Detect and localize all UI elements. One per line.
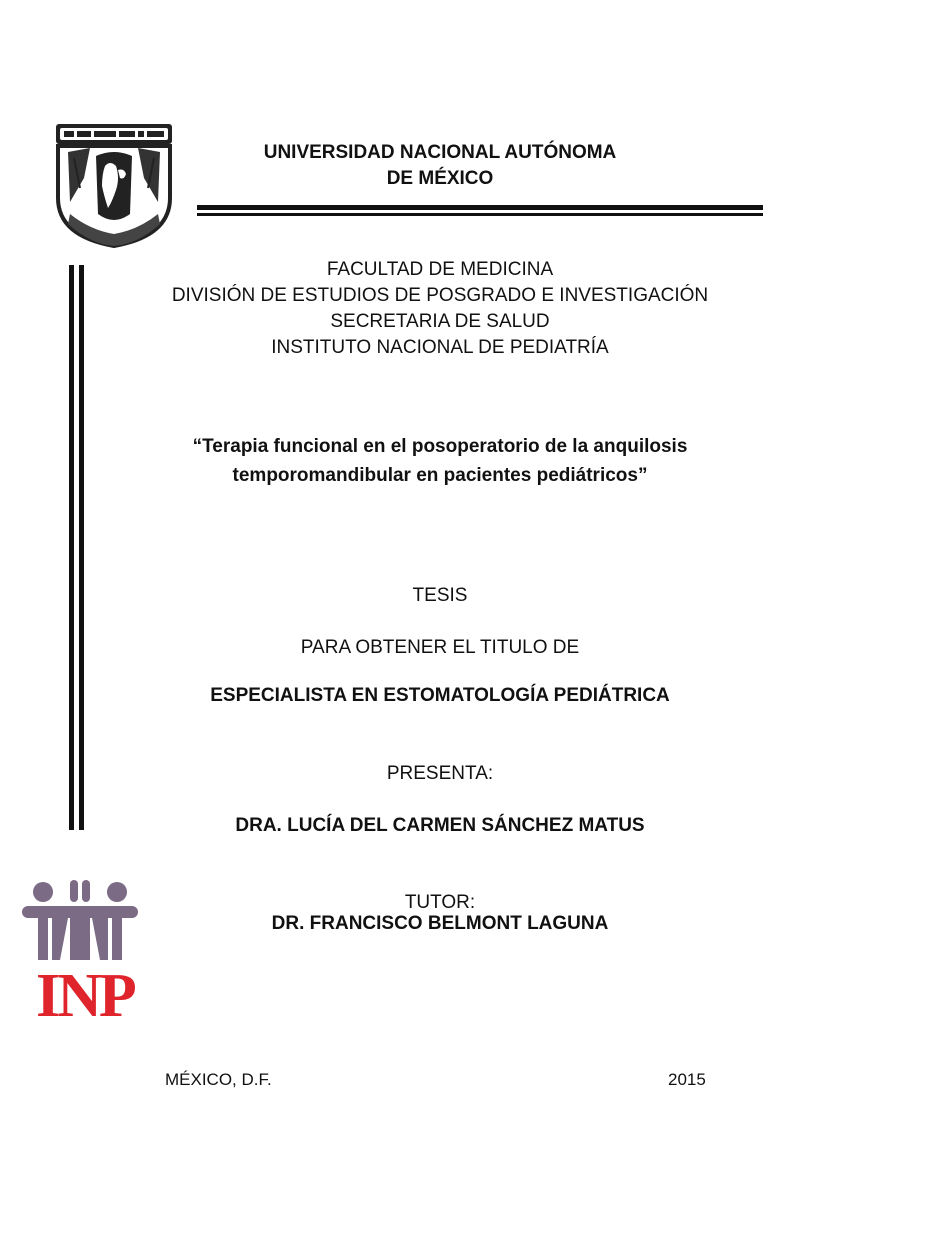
place: MÉXICO, D.F. [165, 1070, 272, 1089]
year: 2015 [668, 1070, 706, 1089]
thesis-title-line1: “Terapia funcional en el posoperatorio de la anquilosis [192, 436, 688, 457]
thesis-title [120, 432, 760, 490]
document-type: TESIS [412, 585, 468, 606]
unam-seal-logo [50, 118, 178, 250]
degree-intro: PARA OBTENER EL TITULO DE [300, 637, 580, 658]
author-name: DRA. LUCÍA DEL CARMEN SÁNCHEZ MATUS [235, 815, 645, 836]
university-name-line2: DE MÉXICO [386, 168, 494, 189]
institution-secretariat: SECRETARIA DE SALUD [330, 311, 550, 332]
institution-division: DIVISIÓN DE ESTUDIOS DE POSGRADO E INVESTIGACIÓN [171, 285, 709, 306]
inp-logo-text: INP [36, 962, 134, 1030]
inp-figure-icon [22, 880, 138, 960]
university-name [200, 140, 680, 192]
specialty-name: ESPECIALISTA EN ESTOMATOLOGÍA PEDIÁTRICA [210, 685, 670, 706]
left-vertical-bar-outer [69, 265, 74, 830]
tutor-name: DR. FRANCISCO BELMONT LAGUNA [271, 913, 609, 934]
header-rule-thick [197, 205, 763, 210]
header-rule-thin [197, 213, 763, 216]
presenter-label: PRESENTA: [386, 763, 494, 784]
thesis-title-line2: temporomandibular en pacientes pediátricos” [232, 465, 648, 486]
tutor-label: TUTOR: [404, 892, 476, 913]
institution-institute: INSTITUTO NACIONAL DE PEDIATRÍA [271, 337, 609, 358]
institution-faculty: FACULTAD DE MEDICINA [326, 259, 554, 280]
left-vertical-bar-inner [79, 265, 84, 830]
university-name-line1: UNIVERSIDAD NACIONAL AUTÓNOMA [263, 142, 617, 163]
institution-block [100, 257, 780, 361]
